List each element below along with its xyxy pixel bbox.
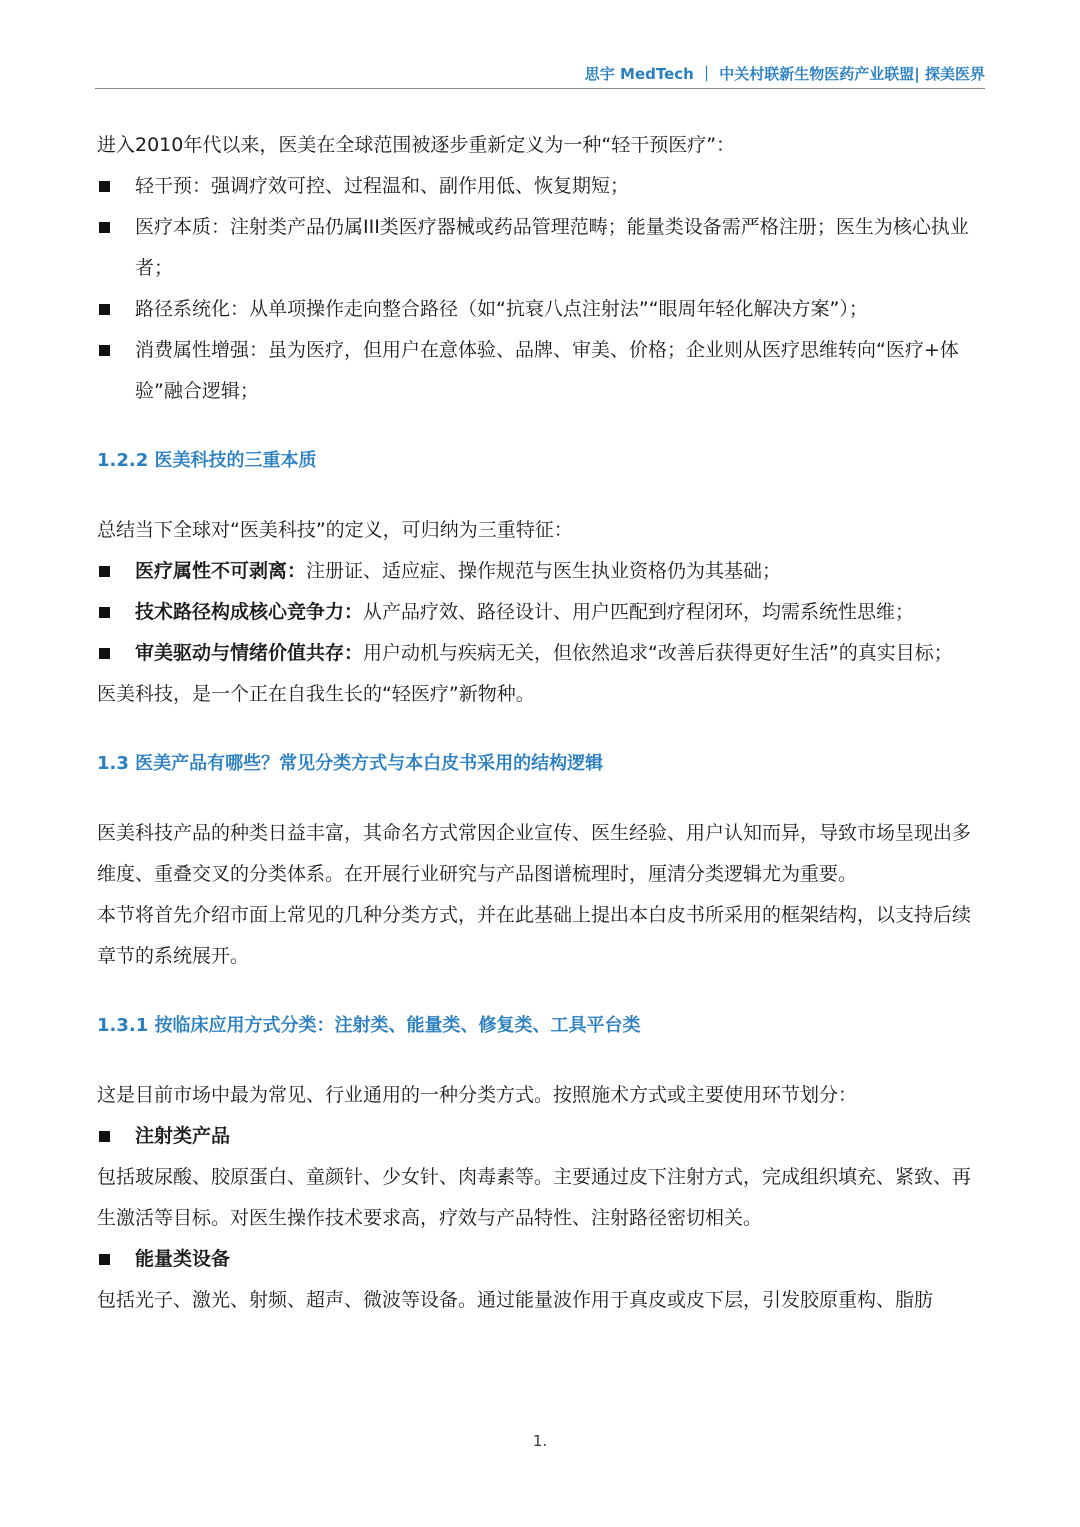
bullet-square-icon	[99, 1254, 110, 1265]
section-lead: 总结当下全球对“医美科技”的定义，可归纳为三重特征：	[97, 519, 573, 541]
section-heading-1-3: 1.3 医美产品有哪些？常见分类方式与本白皮书采用的结构逻辑	[97, 753, 604, 774]
section-closing: 医美科技，是一个正在自我生长的“轻医疗”新物种。	[97, 683, 535, 705]
paragraph: 包括玻尿酸、胶原蛋白、童颜针、少女针、肉毒素等。主要通过皮下注射方式，完成组织填充、紧致、再生激活等目标。对医生操作技术要求高，疗效与产品特性、注射路径密切相关。	[97, 1166, 972, 1229]
page-number: 1.	[532, 1432, 548, 1450]
section-heading-1-2-2: 1.2.2 医美科技的三重本质	[97, 450, 317, 471]
bullet-square-icon	[99, 648, 110, 659]
list-item: 审美驱动与情绪价值共存：用户动机与疾病无关，但依然追求“改善后获得更好生活”的真实目标；	[97, 633, 985, 674]
bullet-square-icon	[99, 181, 110, 192]
category-title: 注射类产品	[97, 1116, 985, 1157]
paragraph: 医美科技产品的种类日益丰富，其命名方式常因企业宣传、医生经验、用户认知而异，导致市场呈现出多维度、重叠交叉的分类体系。在开展行业研究与产品图谱梳理时，厘清分类逻辑尤为重要。	[97, 822, 972, 885]
category-title: 能量类设备	[97, 1239, 985, 1280]
bullet-square-icon	[99, 345, 110, 356]
intro-paragraph: 进入2010年代以来，医美在全球范围被逐步重新定义为一种“轻干预医疗”：	[97, 134, 736, 156]
list-item: 医疗本质：注射类产品仍属III类医疗器械或药品管理范畴；能量类设备需严格注册；医生为核心执业者；	[97, 207, 985, 289]
section-lead: 这是目前市场中最为常见、行业通用的一种分类方式。按照施术方式或主要使用环节划分：	[97, 1084, 858, 1106]
header-text: 思宇 MedTech ｜ 中关村联新生物医药产业联盟| 探美医界	[584, 65, 985, 83]
bullet-square-icon	[99, 222, 110, 233]
list-item: 医疗属性不可剥离：注册证、适应症、操作规范与医生执业资格仍为其基础；	[97, 551, 985, 592]
list-item: 路径系统化：从单项操作走向整合路径（如“抗衰八点注射法”“眼周年轻化解决方案”）；	[97, 289, 985, 330]
list-item: 轻干预：强调疗效可控、过程温和、副作用低、恢复期短；	[97, 166, 985, 207]
list-item: 消费属性增强：虽为医疗，但用户在意体验、品牌、审美、价格；企业则从医疗思维转向“医疗+体验”融合逻辑；	[97, 330, 985, 412]
bullet-square-icon	[99, 1131, 110, 1142]
list-item: 技术路径构成核心竞争力：从产品疗效、路径设计、用户匹配到疗程闭环，均需系统性思维；	[97, 592, 985, 633]
section-heading-1-3-1: 1.3.1 按临床应用方式分类：注射类、能量类、修复类、工具平台类	[97, 1015, 641, 1036]
paragraph: 本节将首先介绍市面上常见的几种分类方式，并在此基础上提出本白皮书所采用的框架结构，以支持后续章节的系统展开。	[97, 904, 972, 967]
bullet-square-icon	[99, 607, 110, 618]
document-body	[97, 125, 985, 1321]
bullet-square-icon	[99, 304, 110, 315]
page-header	[95, 62, 985, 89]
bullet-square-icon	[99, 566, 110, 577]
paragraph: 包括光子、激光、射频、超声、微波等设备。通过能量波作用于真皮或皮下层，引发胶原重构、脂肪	[97, 1289, 934, 1311]
